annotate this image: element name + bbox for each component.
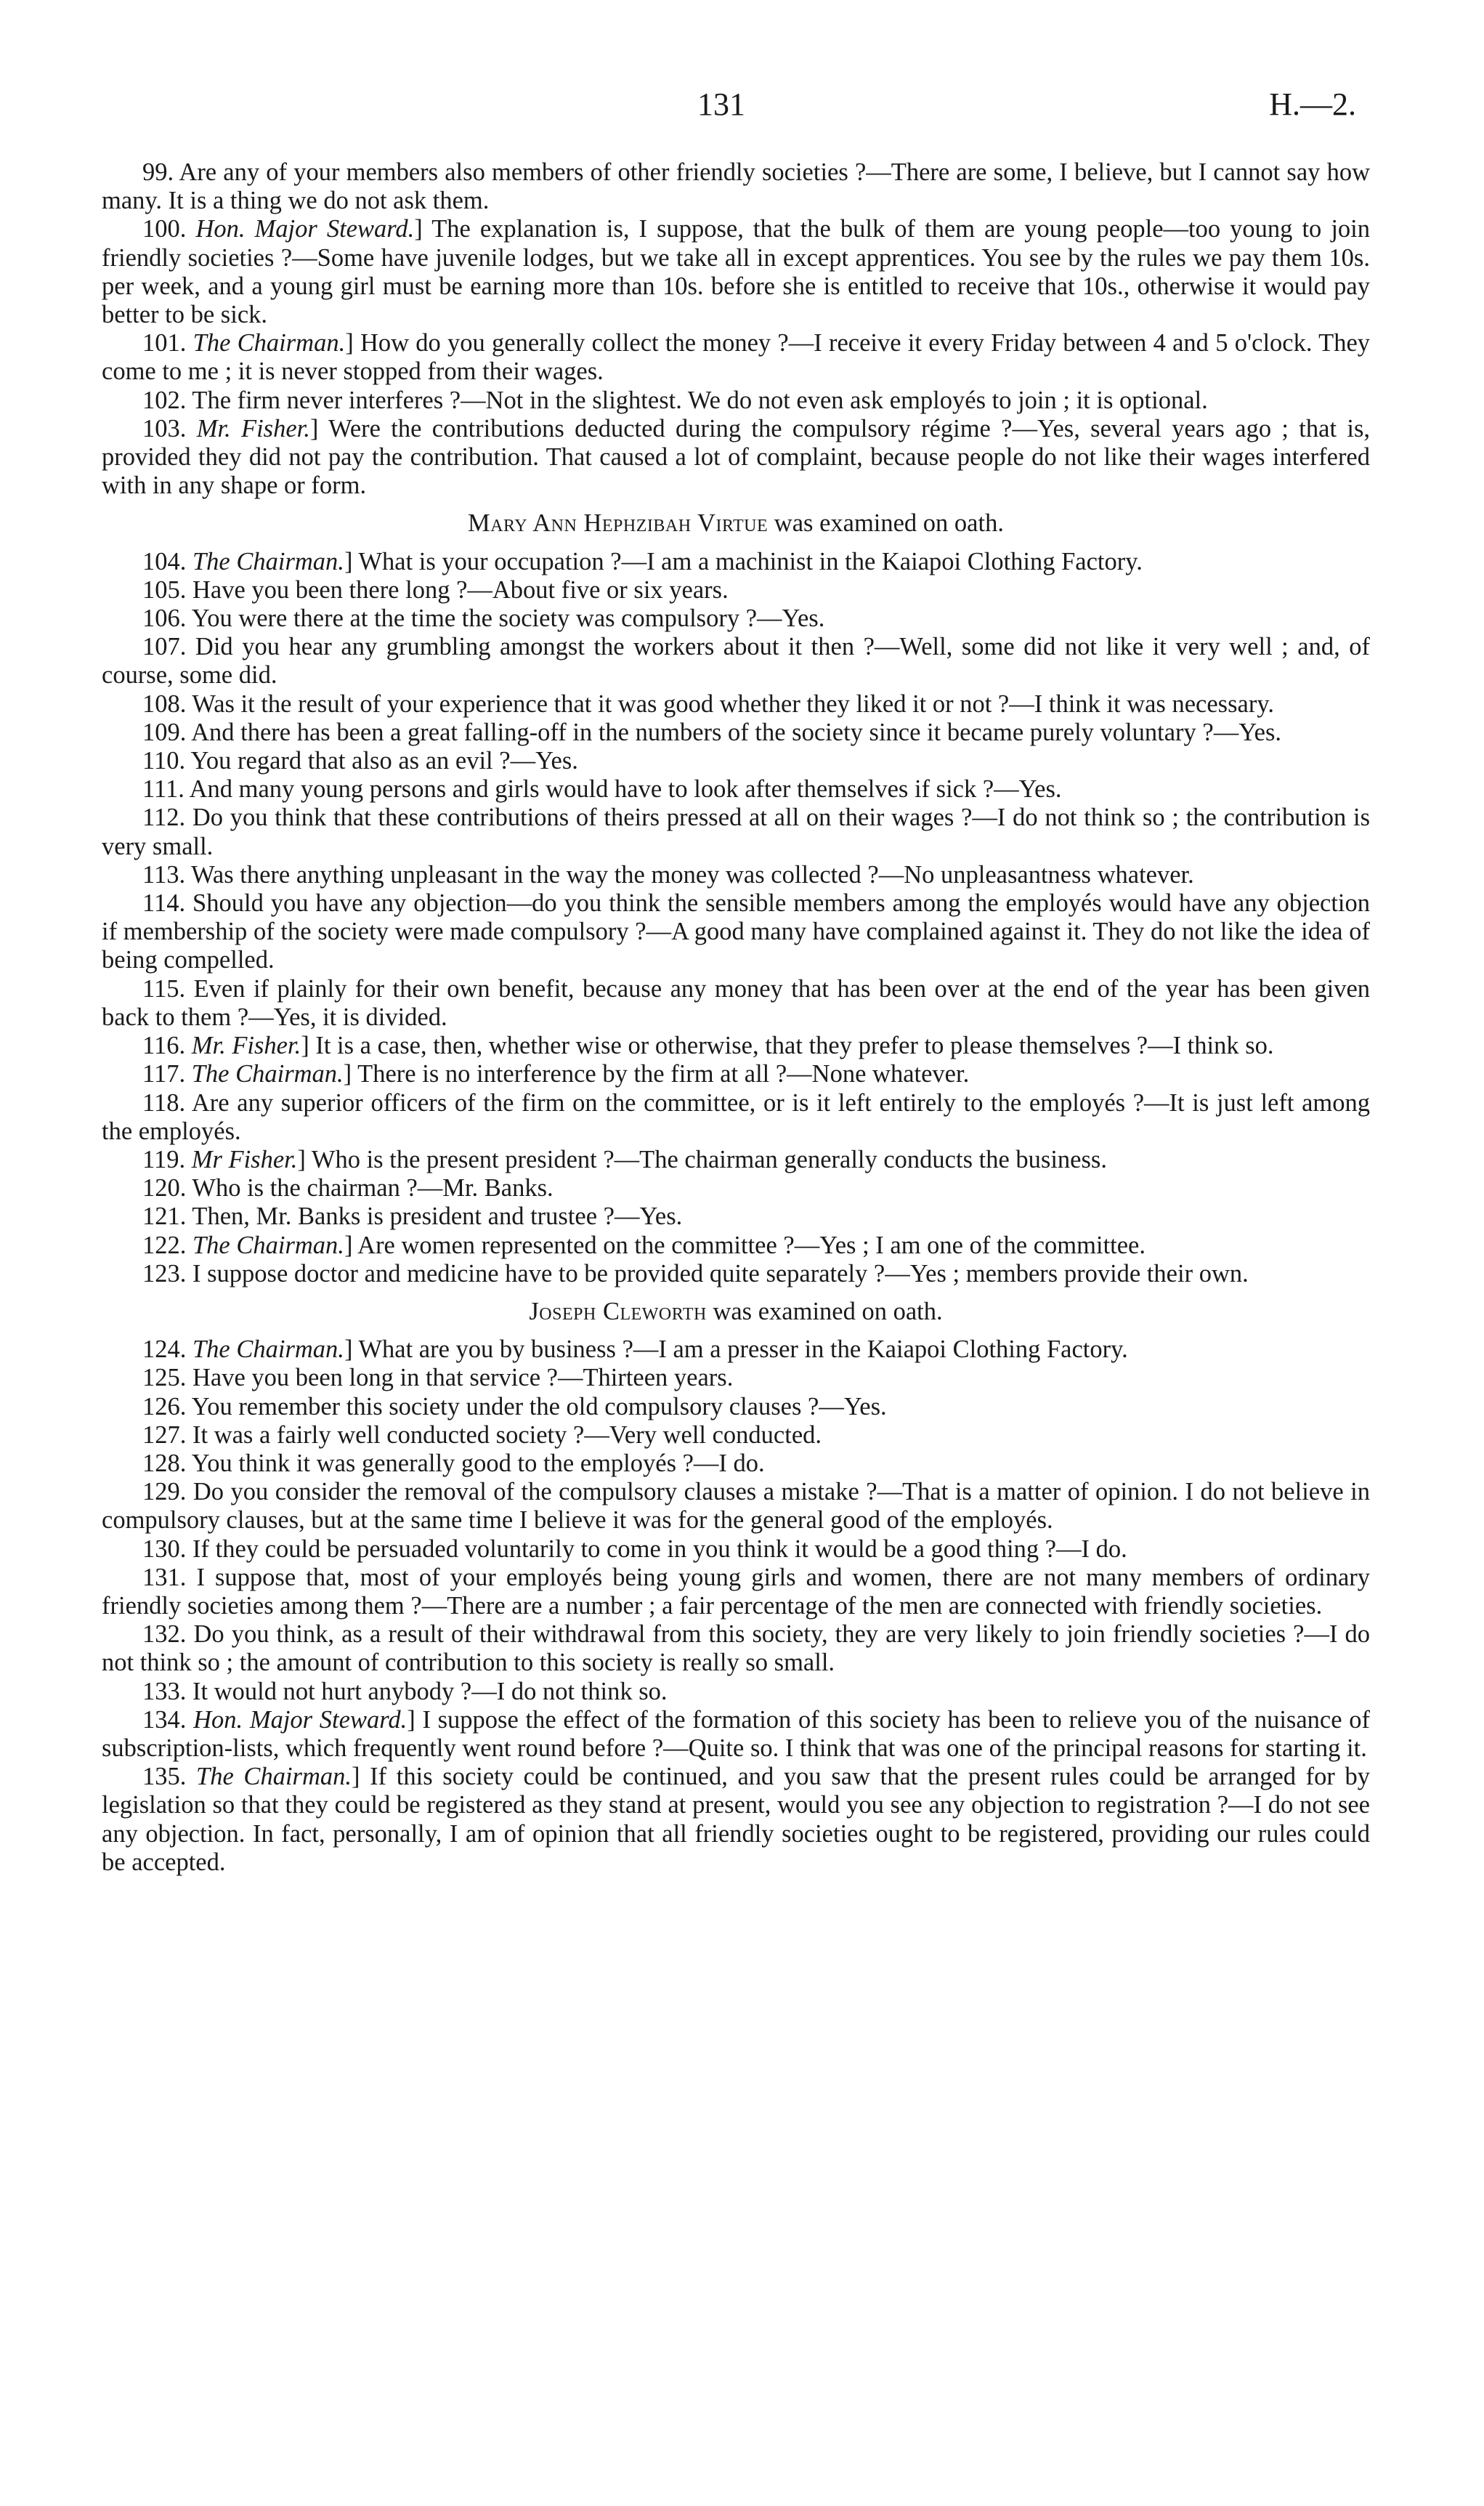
question-number: 111.: [142, 775, 185, 804]
question-number: 124.: [142, 1335, 187, 1364]
question-paragraph: [102, 889, 1370, 975]
question-text: Have you been there long ?—About five or six years.: [192, 575, 729, 604]
question-text: It was a fairly well conducted society ?—Very well conducted.: [192, 1420, 822, 1449]
question-number: 113.: [142, 860, 186, 889]
question-number: 109.: [142, 718, 187, 746]
question-number: 99.: [142, 158, 174, 186]
question-paragraph: 103. Mr. Fisher.] Were the contributions deducted during the compulsory régime ?—Yes, several years ago ; that is, provided they did not pay the contribution. That caused a lot of complaint, because people do not like their wages interfered with in any shape or form.: [102, 414, 1370, 500]
witness-heading: [102, 1298, 1370, 1326]
speaker: The Chairman.: [192, 1231, 344, 1259]
question-number: 132.: [142, 1620, 187, 1649]
question-paragraph: [102, 861, 1370, 889]
question-paragraph: [102, 1478, 1370, 1535]
question-text: You remember this society under the old compulsory clauses ?—Yes.: [191, 1392, 887, 1420]
question-number: 130.: [142, 1535, 187, 1563]
question-number: 117.: [142, 1060, 186, 1088]
question-text: It is a case, then, whether wise or otherwise, that they prefer to please themselves ?—I think so.: [315, 1032, 1274, 1060]
question-text: And many young persons and girls would have to look after themselves if sick ?—Yes.: [189, 775, 1062, 804]
question-text: You were there at the time the society was compulsory ?—Yes.: [191, 605, 825, 633]
speaker: Mr. Fisher.: [191, 1032, 301, 1060]
question-number: 110.: [142, 747, 186, 775]
question-paragraph: 119. Mr Fisher.] Who is the present president ?—The chairman generally conducts the business.: [142, 1145, 1107, 1173]
question-text: Was it the result of your experience that it was good whether they liked it or not ?—I think it was necessary.: [192, 690, 1274, 718]
question-number: 115.: [142, 974, 186, 1003]
question-text: And there has been a great falling-off in the numbers of the society since it became purely voluntary ?—Yes.: [191, 718, 1282, 746]
question-number: 120.: [142, 1174, 187, 1203]
question-number: 108.: [142, 690, 187, 718]
question-number: 118.: [142, 1088, 186, 1117]
question-text: There is no interference by the firm at all ?—None whatever.: [357, 1060, 970, 1088]
question-text: What is your occupation ?—I am a machinist in the Kaiapoi Clothing Factory.: [358, 547, 1143, 575]
speaker: The Chairman.: [191, 1060, 344, 1088]
question-paragraph: 101. The Chairman.] How do you generally collect the money ?—I receive it every Friday between 4 and 5 o'clock. They come to me ; it is never stopped from their wages.: [102, 329, 1371, 386]
question-number: 125.: [142, 1364, 187, 1392]
witness-note: was examined on oath.: [713, 1297, 943, 1325]
page-header: [0, 86, 1484, 129]
question-paragraph: [102, 633, 1370, 690]
question-paragraph: [102, 387, 1370, 415]
question-text: You think it was generally good to the employés ?—I do.: [191, 1449, 765, 1477]
testimony-text: [102, 158, 1370, 1877]
question-text: Who is the present president ?—The chairman generally conducts the business.: [311, 1145, 1107, 1173]
question-text: How do you generally collect the money ?—I receive it every Friday between 4 and 5 o'clock. They come to me ; it is never stopped from their wages.: [102, 329, 1371, 386]
question-number: 134.: [142, 1705, 187, 1734]
question-paragraph: [102, 975, 1370, 1032]
question-number: 121.: [142, 1203, 187, 1231]
question-text: Was there anything unpleasant in the way the money was collected ?—No unpleasantness whatever.: [191, 860, 1194, 889]
question-paragraph: [102, 1678, 1370, 1706]
question-paragraph: [102, 1174, 1370, 1203]
question-number: 135.: [142, 1763, 187, 1791]
question-text: What are you by business ?—I am a presser in the Kaiapoi Clothing Factory.: [358, 1335, 1128, 1364]
question-number: 114.: [142, 889, 186, 918]
speaker: The Chairman.: [196, 1763, 352, 1791]
question-text: I suppose the effect of the formation of this society has been to relieve you of the nuisance of subscription-lists, which frequently went round before ?—Quite so. I think that was one of the principal reasons for starting it.: [102, 1705, 1370, 1762]
question-paragraph: 135. The Chairman.] If this society could be continued, and you saw that the present rules could be arranged for by legislation so that they could be registered as they stand at present, would you see any objection to registration ?—I do not see any objection. In fact, personally, I am of opinion that all friendly societies ought to be registered, providing our rules could be accepted.: [102, 1763, 1370, 1876]
question-paragraph: 122. The Chairman.] Are women represented on the committee ?—Yes ; I am one of the committee.: [142, 1231, 1146, 1259]
question-paragraph: [102, 804, 1370, 860]
question-text: Do you think that these contributions of theirs pressed at all on their wages ?—I do not think so ; the contribution is very small.: [102, 804, 1371, 860]
question-text: Are any of your members also members of other friendly societies ?—There are some, I believe, but I cannot say how many. It is a thing we do not ask them.: [102, 158, 1370, 215]
question-text: Have you been long in that service ?—Thirteen years.: [192, 1364, 734, 1392]
question-paragraph: [102, 158, 1370, 215]
question-text: If this society could be continued, and you saw that the present rules could be arranged for by legislation so that they could be registered as they stand at present, would you see any objection to registration ?—I do not see any objection. In fact, personally, I am of opinion that all friendly societies ought to be registered, providing our rules could be accepted.: [102, 1763, 1370, 1876]
question-paragraph: [102, 1620, 1370, 1677]
question-number: 133.: [142, 1677, 187, 1705]
witness-name: Joseph Cleworth: [529, 1297, 707, 1325]
question-number: 105.: [142, 575, 187, 604]
speaker: Hon. Major Steward.: [193, 1705, 408, 1734]
question-number: 129.: [142, 1478, 187, 1506]
question-number: 122.: [142, 1231, 187, 1259]
question-paragraph: [102, 1564, 1370, 1620]
speaker: The Chairman.: [192, 329, 346, 357]
question-number: 128.: [142, 1449, 187, 1477]
question-paragraph: [102, 1393, 1370, 1421]
page-number: 131: [697, 86, 745, 122]
question-number: 116.: [142, 1032, 186, 1060]
document-reference: H.—2.: [1269, 86, 1356, 122]
question-paragraph: [102, 1535, 1370, 1564]
speaker: Hon. Major Steward.: [195, 215, 415, 243]
question-text: If they could be persuaded voluntarily to come in you think it would be a good thing ?—I do.: [192, 1535, 1127, 1563]
question-text: Should you have any objection—do you think the sensible members among the employés would have any objection if membership of the society were made compulsory ?—A good many have complained against it. They do not like the idea of being compelled.: [102, 889, 1371, 974]
question-number: 127.: [142, 1420, 187, 1449]
question-paragraph: [102, 605, 1370, 633]
question-paragraph: [102, 1089, 1370, 1146]
witness-heading: [102, 509, 1370, 538]
question-number: 104.: [142, 547, 187, 575]
question-text: Are women represented on the committee ?—Yes ; I am one of the committee.: [357, 1231, 1146, 1259]
question-text: Do you consider the removal of the compulsory clauses a mistake ?—That is a matter of opinion. I do not believe in compulsory clauses, but at the same time I believe it was for the general good of the employés.: [102, 1478, 1370, 1535]
question-paragraph: 124. The Chairman.] What are you by business ?—I am a presser in the Kaiapoi Clothing Factory.: [142, 1335, 1128, 1364]
question-number: 112.: [142, 804, 186, 832]
question-number: 123.: [142, 1259, 187, 1288]
question-paragraph: [102, 747, 1370, 775]
question-text: Who is the chairman ?—Mr. Banks.: [192, 1174, 554, 1203]
question-number: 101.: [142, 329, 187, 357]
question-number: 100.: [142, 215, 187, 243]
witness-note: was examined on oath.: [774, 509, 1004, 538]
question-paragraph: 100. Hon. Major Steward.] The explanation is, I suppose, that the bulk of them are young people—too young to join friendly societies ?—Some have juvenile lodges, but we take all in except apprentices. You see by the rules we pay them 10s. per week, and a young girl must be earning more than 10s. before she is entitled to receive that 10s., otherwise it would pay better to be sick.: [102, 215, 1371, 329]
question-number: 131.: [142, 1563, 187, 1591]
question-paragraph: [102, 690, 1370, 719]
question-number: 103.: [142, 414, 187, 442]
speaker: Mr Fisher.: [191, 1145, 298, 1173]
speaker: The Chairman.: [192, 547, 344, 575]
question-paragraph: 104. The Chairman.] What is your occupation ?—I am a machinist in the Kaiapoi Clothing Factory.: [142, 547, 1143, 575]
question-number: 119.: [142, 1145, 186, 1173]
question-text: Were the contributions deducted during the compulsory régime ?—Yes, several years ago ; that is, provided they did not pay the contribution. That caused a lot of complaint, because people do not like their wages interfered with in any shape or form.: [102, 414, 1370, 500]
question-paragraph: [102, 1421, 1370, 1450]
question-text: Are any superior officers of the firm on the committee, or is it left entirely to the employés ?—It is just left among the employés.: [102, 1088, 1370, 1145]
question-number: 126.: [142, 1392, 187, 1420]
witness-name: Mary Ann Hephzibah Virtue: [468, 509, 769, 538]
question-text: Did you hear any grumbling amongst the workers about it then ?—Well, some did not like it very well ; and, of course, some did.: [102, 633, 1371, 690]
question-number: 106.: [142, 605, 187, 633]
question-paragraph: [102, 576, 1370, 605]
question-paragraph: 117. The Chairman.] There is no interference by the firm at all ?—None whatever.: [142, 1060, 970, 1088]
question-number: 107.: [142, 633, 187, 661]
question-paragraph: [102, 1260, 1370, 1288]
question-paragraph: 116. Mr. Fisher.] It is a case, then, whether wise or otherwise, that they prefer to please themselves ?—I think so.: [142, 1032, 1274, 1060]
question-text: The firm never interferes ?—Not in the slightest. We do not even ask employés to join ; it is optional.: [192, 386, 1208, 414]
question-text: The explanation is, I suppose, that the bulk of them are young people—too young to join friendly societies ?—Some have juvenile lodges, but we take all in except apprentices. You see by the rules we pay them 10s. per week, and a young girl must be earning more than 10s. before she is entitled to receive that 10s., otherwise it would pay better to be sick.: [102, 215, 1371, 329]
speaker: Mr. Fisher.: [196, 414, 310, 442]
question-text: It would not hurt anybody ?—I do not think so.: [192, 1677, 668, 1705]
question-text: I suppose that, most of your employés being young girls and women, there are not many members of ordinary friendly societies among them ?—There are a number ; a fair percentage of the men are connected with friendly societies.: [102, 1563, 1371, 1620]
speaker: The Chairman.: [192, 1335, 344, 1364]
question-paragraph: [102, 719, 1370, 747]
question-paragraph: [102, 1364, 1370, 1392]
question-text: Then, Mr. Banks is president and trustee ?—Yes.: [192, 1203, 683, 1231]
question-paragraph: [102, 775, 1370, 804]
question-paragraph: [102, 1450, 1370, 1478]
question-text: Do you think, as a result of their withdrawal from this society, they are very likely to join friendly societies ?—I do not think so ; the amount of contribution to this society is really so small.: [102, 1620, 1371, 1677]
question-text: Even if plainly for their own benefit, because any money that has been over at the end of the year has been given back to them ?—Yes, it is divided.: [102, 974, 1371, 1031]
question-text: You regard that also as an evil ?—Yes.: [190, 747, 578, 775]
question-number: 102.: [142, 386, 187, 414]
question-paragraph: 134. Hon. Major Steward.] I suppose the effect of the formation of this society has been to relieve you of the nuisance of subscription-lists, which frequently went round before ?—Quite so. I think that was one of the principal reasons for starting it.: [102, 1705, 1370, 1762]
question-paragraph: [102, 1203, 1370, 1231]
question-text: I suppose doctor and medicine have to be provided quite separately ?—Yes ; members provide their own.: [192, 1259, 1249, 1288]
